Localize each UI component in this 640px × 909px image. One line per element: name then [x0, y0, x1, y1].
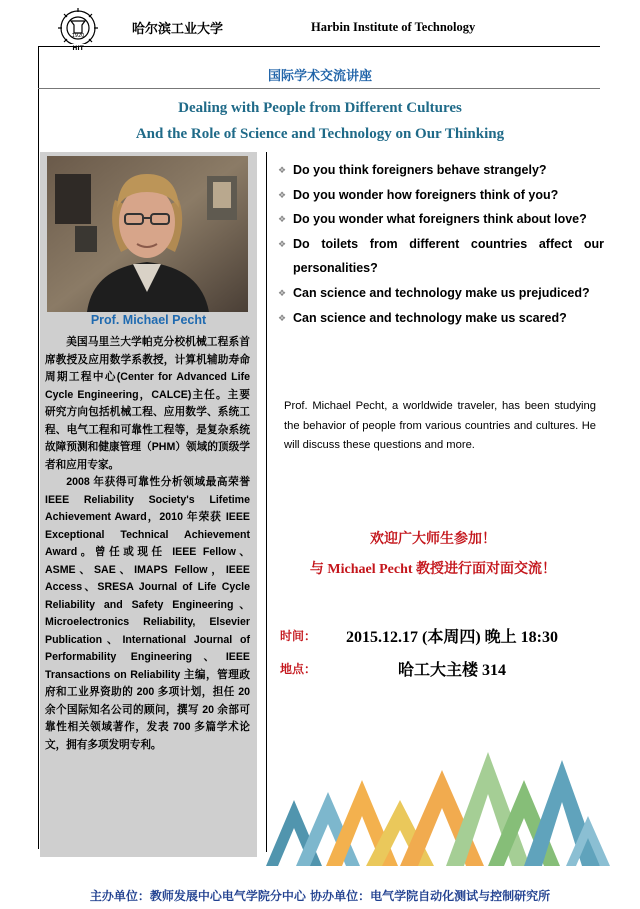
question-text: Can science and technology make us scared?	[293, 310, 567, 325]
diamond-bullet-icon: ❖	[278, 214, 287, 225]
diamond-bullet-icon: ❖	[278, 312, 287, 323]
speaker-photo	[47, 156, 248, 312]
decorative-chevron-graphic	[266, 740, 610, 866]
logo-year: 1920	[71, 33, 85, 39]
diamond-bullet-icon: ❖	[278, 238, 287, 249]
logo-abbr: HIT	[72, 45, 84, 51]
university-name-en: Harbin Institute of Technology	[311, 20, 476, 34]
series-title: 国际学术交流讲座	[267, 69, 372, 84]
welcome-line-2: 与 Michael Pecht 教授进行面对面交流！	[309, 562, 557, 577]
diamond-bullet-icon: ❖	[278, 165, 287, 175]
university-name-cn: 哈尔滨工业大学	[132, 22, 224, 37]
question-item	[278, 306, 604, 331]
series-divider	[38, 88, 600, 89]
frame-left-border	[38, 46, 39, 849]
question-item	[278, 207, 604, 232]
lecture-title-line2: And the Role of Science and Technology on Our Thinking	[135, 126, 505, 142]
place-value: 哈工大主楼 314	[398, 662, 507, 679]
header-divider	[38, 46, 600, 47]
bio-paragraph-2: 2008 年获得可靠性分析领域最高荣誉 IEEE Reliability Society's Lifetime Achievement Award，2010 年荣获 IEEE Exceptional Technical Achievement Award。曾任或现任 IEEE Fellow、ASME、SAE、IMAPS Fellow，IEEE Access、SRESA Journal of Life Cycle Reliability and Safety Engineering、Microelectronics Reliability, Elsevier Publication、International Journal of Performability Engineering、IEEE Transactions on Reliability 主编，管理政府和工业界资助的 200 多项计划，担任 20 余个国际知名公司的顾问，撰写 20 余部可靠性相关领域著作，发表 700 多篇学术论文，拥有多项发明专利。	[45, 476, 250, 751]
lecture-description: Prof. Michael Pecht, a worldwide traveler, has been studying the behavior of people from various countries and cultures. He will discuss these questions and more.	[284, 400, 596, 451]
bio-paragraph-1: 美国马里兰大学帕克分校机械工程系首席教授及应用数学系教授，计算机辅助寿命周期工程中心(Center for Advanced Life Cycle Engineering，CALCE)主任。主要研究方向包括机械工程、应用数学、系统工程、电气工程和可靠性工程等，是复杂系统故障预测和健康管理（PHM）领域的顶级学者和应用专家。	[45, 336, 250, 471]
question-text: Do toilets from different countries affect our personalities?	[293, 236, 604, 276]
question-list	[278, 158, 604, 330]
time-value: 2015.12.17 (本周四) 晚上 18:30	[346, 629, 558, 646]
speaker-bio	[45, 334, 250, 754]
diamond-bullet-icon: ❖	[278, 287, 287, 298]
speaker-name: Prof. Michael Pecht	[90, 313, 207, 327]
question-text: Do you wonder what foreigners think about love?	[293, 212, 587, 227]
question-item	[278, 158, 604, 183]
diamond-bullet-icon: ❖	[278, 189, 287, 200]
welcome-line-1: 欢迎广大师生参加！	[370, 532, 496, 547]
question-item	[278, 183, 604, 208]
lecture-title-line1: Dealing with People from Different Cultures	[178, 100, 462, 116]
place-label: 地点：	[280, 662, 317, 676]
question-text: Do you think foreigners behave strangely?	[293, 163, 547, 177]
question-text: Do you wonder how foreigners think of you?	[293, 187, 559, 202]
footer-organizers: 主办单位：教师发展中心电气学院分中心 协办单位：电气学院自动化测试与控制研究所	[89, 889, 551, 903]
question-item	[278, 232, 604, 281]
time-label: 时间：	[280, 629, 317, 643]
hit-seal-icon	[47, 5, 109, 51]
question-text: Can science and technology make us prejudiced?	[293, 285, 590, 300]
question-item	[278, 281, 604, 306]
